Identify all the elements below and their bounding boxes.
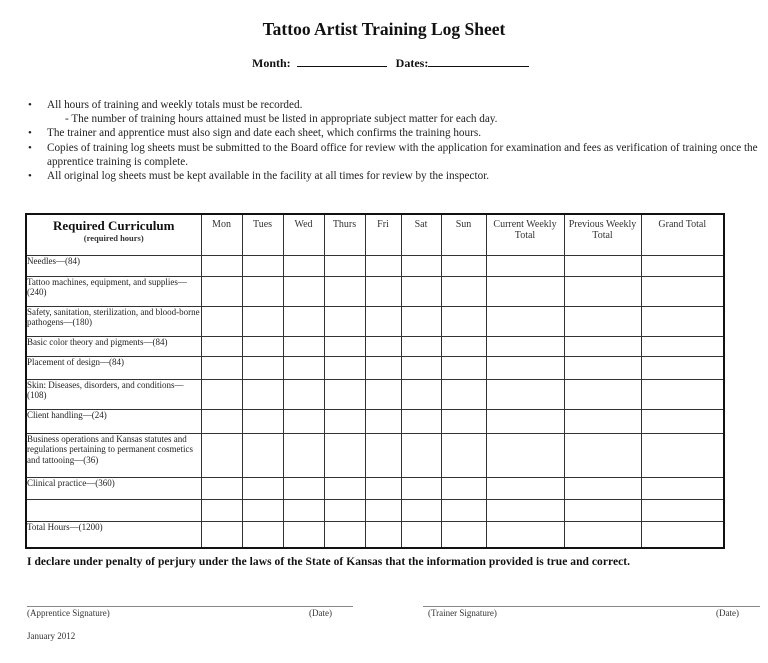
hours-cell[interactable] bbox=[201, 379, 242, 409]
curriculum-label: Business operations and Kansas statutes and regulations pertaining to permanent cosmetics and tattooing—(36) bbox=[26, 433, 201, 477]
hours-cell[interactable] bbox=[564, 379, 641, 409]
hours-cell[interactable] bbox=[365, 306, 401, 336]
hours-cell[interactable] bbox=[486, 306, 564, 336]
table-row bbox=[26, 356, 724, 379]
hours-cell[interactable] bbox=[283, 433, 324, 477]
hours-cell[interactable] bbox=[324, 409, 365, 433]
hours-cell[interactable] bbox=[324, 499, 365, 521]
hours-cell[interactable] bbox=[401, 521, 441, 548]
curriculum-label bbox=[26, 499, 201, 521]
hours-cell[interactable] bbox=[283, 499, 324, 521]
trainer-signature-label: (Trainer Signature) bbox=[428, 608, 497, 618]
hours-cell[interactable] bbox=[242, 379, 283, 409]
hours-cell[interactable] bbox=[441, 409, 486, 433]
month-label: Month: bbox=[252, 56, 291, 70]
apprentice-date-label: (Date) bbox=[309, 608, 332, 618]
hours-cell[interactable] bbox=[324, 306, 365, 336]
hours-cell[interactable] bbox=[201, 276, 242, 306]
hours-cell[interactable] bbox=[564, 336, 641, 356]
hours-cell[interactable] bbox=[365, 379, 401, 409]
hours-cell[interactable] bbox=[641, 477, 724, 499]
curriculum-label: Tattoo machines, equipment, and supplies—(240) bbox=[26, 276, 201, 306]
hours-cell[interactable] bbox=[401, 255, 441, 276]
table-row bbox=[26, 433, 724, 477]
hours-cell[interactable] bbox=[564, 499, 641, 521]
hours-cell[interactable] bbox=[641, 499, 724, 521]
table-row bbox=[26, 499, 724, 521]
hours-cell[interactable] bbox=[201, 336, 242, 356]
hours-cell[interactable] bbox=[365, 499, 401, 521]
table-row bbox=[26, 255, 724, 276]
hours-cell[interactable] bbox=[201, 499, 242, 521]
col-header-grand-total: Grand Total bbox=[641, 214, 724, 255]
curriculum-label: Needles—(84) bbox=[26, 255, 201, 276]
month-field[interactable] bbox=[297, 56, 387, 67]
curriculum-label: Placement of design—(84) bbox=[26, 356, 201, 379]
hours-cell[interactable] bbox=[401, 409, 441, 433]
table-row bbox=[26, 336, 724, 356]
hours-cell[interactable] bbox=[365, 433, 401, 477]
hours-cell[interactable] bbox=[324, 477, 365, 499]
hours-cell[interactable] bbox=[486, 379, 564, 409]
hours-cell[interactable] bbox=[486, 255, 564, 276]
curriculum-label: Skin: Diseases, disorders, and conditions—(108) bbox=[26, 379, 201, 409]
hours-cell[interactable] bbox=[441, 356, 486, 379]
hours-cell[interactable] bbox=[441, 433, 486, 477]
hours-cell[interactable] bbox=[401, 379, 441, 409]
col-header-sun: Sun bbox=[441, 214, 486, 255]
hours-cell[interactable] bbox=[486, 521, 564, 548]
hours-cell[interactable] bbox=[564, 433, 641, 477]
instruction-item: • Copies of training log sheets must be submitted to the Board office for review with the application for examination and fees as verification of training once the apprentice training is complete. bbox=[28, 141, 763, 169]
hours-cell[interactable] bbox=[242, 356, 283, 379]
dates-label: Dates: bbox=[395, 56, 429, 70]
table-row bbox=[26, 276, 724, 306]
hours-cell[interactable] bbox=[641, 276, 724, 306]
instructions-list bbox=[28, 98, 763, 183]
apprentice-signature-label: (Apprentice Signature) bbox=[27, 608, 110, 618]
hours-cell[interactable] bbox=[324, 433, 365, 477]
hours-cell[interactable] bbox=[324, 336, 365, 356]
hours-cell[interactable] bbox=[242, 433, 283, 477]
hours-cell[interactable] bbox=[365, 276, 401, 306]
table-row bbox=[26, 379, 724, 409]
table-row bbox=[26, 477, 724, 499]
hours-cell[interactable] bbox=[283, 276, 324, 306]
hours-cell[interactable] bbox=[242, 276, 283, 306]
hours-cell[interactable] bbox=[242, 499, 283, 521]
hours-cell[interactable] bbox=[441, 336, 486, 356]
curriculum-label: Client handling—(24) bbox=[26, 409, 201, 433]
hours-cell[interactable] bbox=[441, 521, 486, 548]
curriculum-label: Clinical practice—(360) bbox=[26, 477, 201, 499]
hours-cell[interactable] bbox=[242, 306, 283, 336]
hours-cell[interactable] bbox=[564, 409, 641, 433]
hours-cell[interactable] bbox=[324, 379, 365, 409]
hours-cell[interactable] bbox=[283, 521, 324, 548]
col-header-current-weekly-total: Current Weekly Total bbox=[486, 214, 564, 255]
hours-cell[interactable] bbox=[283, 255, 324, 276]
col-header-previous-weekly-total: Previous Weekly Total bbox=[564, 214, 641, 255]
hours-cell[interactable] bbox=[242, 477, 283, 499]
curriculum-header-title: Required Curriculum bbox=[53, 218, 175, 233]
apprentice-signature-line[interactable] bbox=[27, 606, 353, 607]
hours-cell[interactable] bbox=[441, 255, 486, 276]
hours-cell[interactable] bbox=[201, 255, 242, 276]
hours-cell[interactable] bbox=[242, 255, 283, 276]
hours-cell[interactable] bbox=[401, 336, 441, 356]
instruction-item: • All hours of training and weekly totals must be recorded. bbox=[28, 98, 763, 112]
hours-cell[interactable] bbox=[283, 306, 324, 336]
hours-cell[interactable] bbox=[201, 409, 242, 433]
hours-cell[interactable] bbox=[564, 306, 641, 336]
hours-cell[interactable] bbox=[201, 433, 242, 477]
hours-cell[interactable] bbox=[401, 276, 441, 306]
hours-cell[interactable] bbox=[242, 336, 283, 356]
hours-cell[interactable] bbox=[401, 306, 441, 336]
hours-cell[interactable] bbox=[486, 499, 564, 521]
hours-cell[interactable] bbox=[201, 356, 242, 379]
month-dates-line bbox=[252, 56, 529, 71]
curriculum-label: Total Hours—(1200) bbox=[26, 521, 201, 548]
page-title: Tattoo Artist Training Log Sheet bbox=[262, 19, 506, 39]
hours-cell[interactable] bbox=[441, 276, 486, 306]
hours-cell[interactable] bbox=[324, 356, 365, 379]
hours-cell[interactable] bbox=[365, 521, 401, 548]
trainer-date-label: (Date) bbox=[716, 608, 739, 618]
hours-cell[interactable] bbox=[641, 336, 724, 356]
instruction-subitem: - The number of training hours attained must be listed in appropriate subject matter for each day. bbox=[65, 113, 498, 126]
hours-cell[interactable] bbox=[564, 276, 641, 306]
dates-field[interactable] bbox=[428, 56, 529, 67]
hours-cell[interactable] bbox=[641, 409, 724, 433]
trainer-signature-line[interactable] bbox=[423, 606, 760, 607]
hours-cell[interactable] bbox=[242, 409, 283, 433]
header-row bbox=[26, 214, 724, 255]
hours-cell[interactable] bbox=[441, 499, 486, 521]
hours-cell[interactable] bbox=[486, 409, 564, 433]
hours-cell[interactable] bbox=[441, 379, 486, 409]
hours-cell[interactable] bbox=[365, 356, 401, 379]
col-header-sat: Sat bbox=[401, 214, 441, 255]
curriculum-label: Basic color theory and pigments—(84) bbox=[26, 336, 201, 356]
hours-cell[interactable] bbox=[641, 306, 724, 336]
hours-cell[interactable] bbox=[283, 356, 324, 379]
hours-cell[interactable] bbox=[365, 409, 401, 433]
hours-cell[interactable] bbox=[564, 521, 641, 548]
table-row bbox=[26, 306, 724, 336]
curriculum-label: Safety, sanitation, sterilization, and blood-borne pathogens—(180) bbox=[26, 306, 201, 336]
col-header-fri: Fri bbox=[365, 214, 401, 255]
hours-cell[interactable] bbox=[201, 477, 242, 499]
hours-cell[interactable] bbox=[401, 356, 441, 379]
hours-cell[interactable] bbox=[641, 521, 724, 548]
hours-cell[interactable] bbox=[641, 379, 724, 409]
hours-cell[interactable] bbox=[564, 356, 641, 379]
hours-cell[interactable] bbox=[401, 433, 441, 477]
hours-cell[interactable] bbox=[641, 255, 724, 276]
hours-cell[interactable] bbox=[201, 521, 242, 548]
table-row bbox=[26, 521, 724, 548]
col-header-wed: Wed bbox=[283, 214, 324, 255]
hours-cell[interactable] bbox=[283, 409, 324, 433]
hours-cell[interactable] bbox=[486, 276, 564, 306]
hours-cell[interactable] bbox=[324, 521, 365, 548]
hours-cell[interactable] bbox=[486, 433, 564, 477]
curriculum-header-subtitle: (required hours) bbox=[83, 233, 144, 243]
hours-cell[interactable] bbox=[486, 356, 564, 379]
hours-cell[interactable] bbox=[486, 477, 564, 499]
hours-cell[interactable] bbox=[365, 336, 401, 356]
curriculum-header bbox=[26, 214, 201, 255]
hours-cell[interactable] bbox=[441, 477, 486, 499]
hours-cell[interactable] bbox=[486, 336, 564, 356]
col-header-mon: Mon bbox=[201, 214, 242, 255]
hours-cell[interactable] bbox=[641, 356, 724, 379]
table-row bbox=[26, 409, 724, 433]
revision-date: January 2012 bbox=[27, 631, 76, 641]
hours-cell[interactable] bbox=[324, 276, 365, 306]
hours-cell[interactable] bbox=[564, 477, 641, 499]
hours-cell[interactable] bbox=[324, 255, 365, 276]
hours-cell[interactable] bbox=[283, 336, 324, 356]
hours-cell[interactable] bbox=[365, 255, 401, 276]
hours-cell[interactable] bbox=[283, 477, 324, 499]
instruction-item: • The trainer and apprentice must also sign and date each sheet, which confirms the training hours. bbox=[28, 126, 763, 140]
hours-cell[interactable] bbox=[441, 306, 486, 336]
hours-cell[interactable] bbox=[201, 306, 242, 336]
col-header-thurs: Thurs bbox=[324, 214, 365, 255]
perjury-declaration: I declare under penalty of perjury under the laws of the State of Kansas that the information provided is true and correct. bbox=[27, 556, 631, 568]
hours-cell[interactable] bbox=[401, 477, 441, 499]
hours-cell[interactable] bbox=[365, 477, 401, 499]
col-header-tues: Tues bbox=[242, 214, 283, 255]
hours-cell[interactable] bbox=[641, 433, 724, 477]
training-log-table bbox=[25, 213, 725, 549]
instruction-item: • All original log sheets must be kept available in the facility at all times for review by the inspector. bbox=[28, 169, 763, 183]
hours-cell[interactable] bbox=[242, 521, 283, 548]
hours-cell[interactable] bbox=[401, 499, 441, 521]
hours-cell[interactable] bbox=[564, 255, 641, 276]
hours-cell[interactable] bbox=[283, 379, 324, 409]
